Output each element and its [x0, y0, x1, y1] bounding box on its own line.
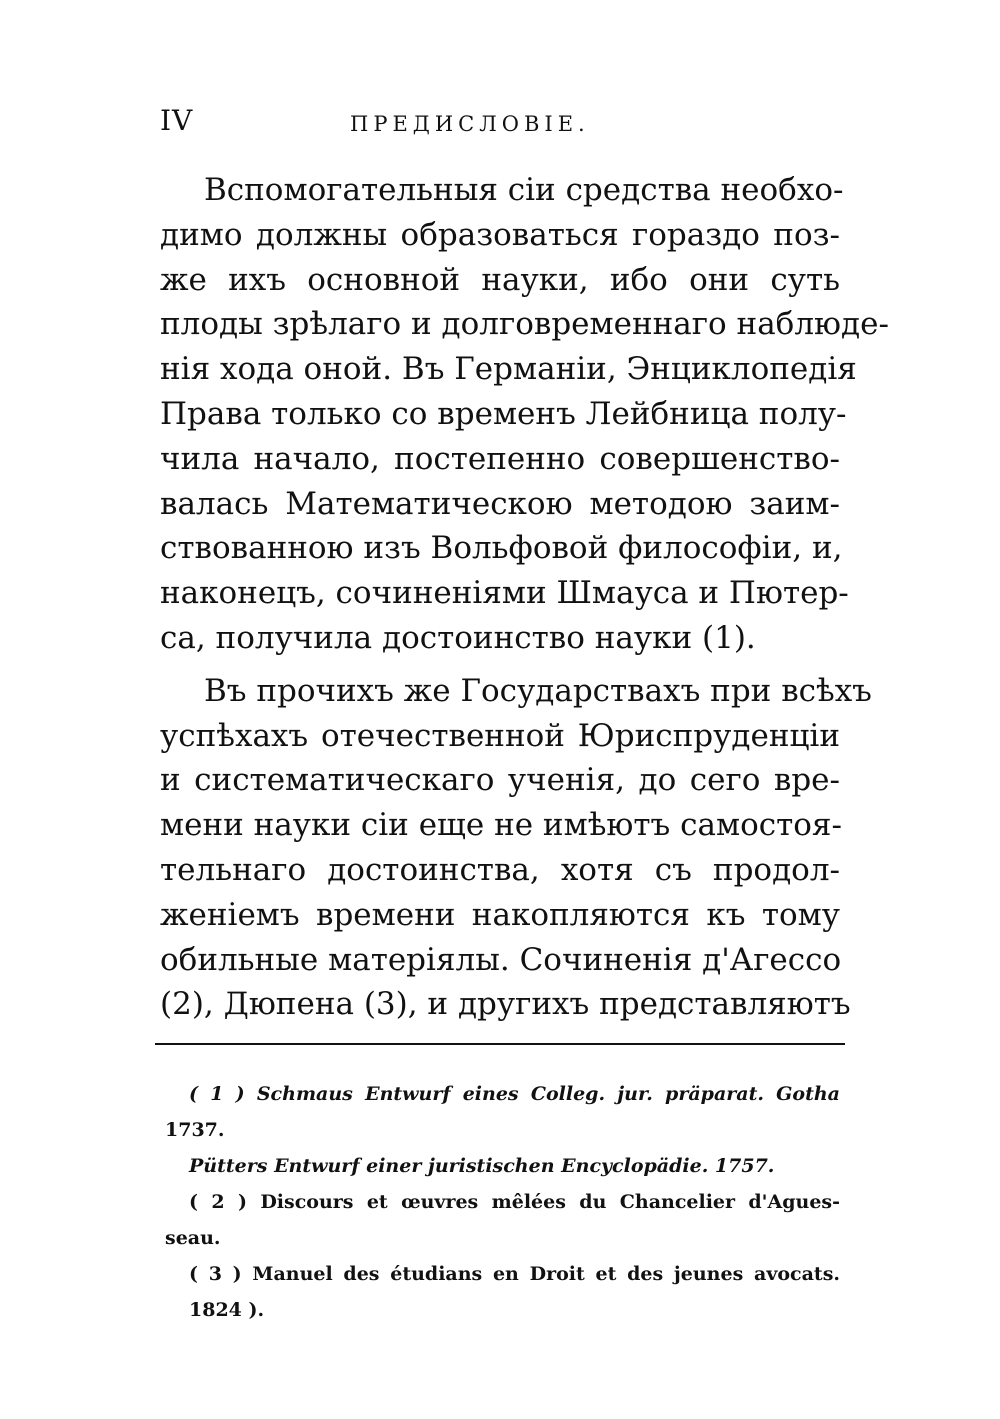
text-line: тельнаго достоинства, хотя съ продол- — [160, 851, 840, 888]
page-number: IV — [160, 104, 194, 137]
footnote-line: 1737. — [165, 1119, 225, 1141]
footnote-line: 1824 ). — [189, 1299, 265, 1321]
footnote-line: ( 1 ) Schmaus Entwurf eines Colleg. jur. präparat. Gotha — [189, 1083, 840, 1105]
text-line: Въ прочихъ же Государствахъ при всѣхъ — [204, 672, 872, 709]
text-line: наконецъ, сочиненіями Шмауса и Пютер- — [160, 575, 849, 612]
text-line: (2), Дюпена (3), и другихъ представляютъ — [160, 986, 851, 1023]
footnote-line: Pütters Entwurf einer juristischen Encyclopädie. 1757. — [189, 1155, 775, 1177]
text-line: и систематическаго ученія, до сего вре- — [160, 762, 840, 799]
text-line: нія хода оной. Въ Германіи, Энциклопедія — [160, 351, 857, 388]
footnote-line: ( 3 ) Manuel des étudians en Droit et des jeunes avocats. — [189, 1263, 840, 1285]
text-line: Права только со временъ Лейбница полу- — [160, 395, 847, 432]
footnote-line: ( 2 ) Discours et œuvres mêlées du Chancelier d'Agues- — [189, 1191, 840, 1213]
text-line: успѣхахъ отечественной Юриспруденціи — [160, 717, 840, 754]
footnote-line: seau. — [165, 1227, 221, 1249]
text-line: чила начало, постепенно совершенство- — [160, 440, 840, 477]
running-title: ПРЕДИСЛОВІЕ. — [350, 112, 590, 136]
main-text — [160, 168, 889, 1027]
footnotes — [165, 1076, 840, 1328]
text-line: Вспомогательныя сіи средства необхо- — [204, 172, 844, 208]
paragraph-gap — [160, 661, 840, 669]
text-line: обильные матеріялы. Сочиненія д'Агессо — [160, 941, 842, 978]
text-line: плоды зрѣлаго и долговременнаго наблюде- — [160, 306, 889, 343]
text-line: мени науки сіи еще не имѣютъ самостоя- — [160, 807, 842, 844]
text-line: ствованною изъ Вольфовой философіи, и, — [160, 530, 843, 567]
text-line: валась Математическою методою заим- — [160, 485, 840, 522]
text-line: же ихъ основной науки, ибо они суть — [160, 261, 840, 298]
text-line: женіемъ времени накопляются къ тому — [160, 896, 840, 933]
page-header — [160, 104, 840, 144]
text-line: са, получила достоинство науки (1). — [160, 619, 756, 656]
text-line: димо должны образоваться гораздо поз- — [160, 216, 840, 253]
footnote-divider — [155, 1043, 845, 1045]
